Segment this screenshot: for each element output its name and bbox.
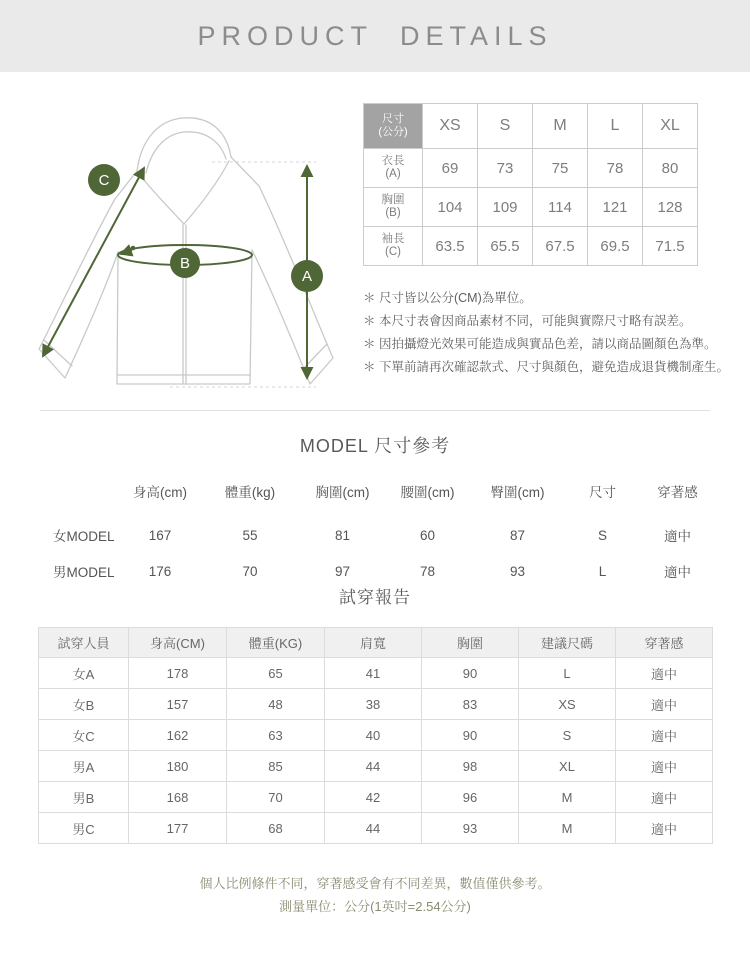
model-row-label: 女MODEL	[53, 529, 115, 544]
row-label-line2: (C)	[385, 246, 401, 258]
row-label-line2: (B)	[385, 207, 401, 219]
fitting-cell: 女C	[39, 720, 129, 751]
label-a: A	[301, 268, 313, 285]
fitting-cell: 適中	[616, 658, 713, 689]
size-cell: 75	[533, 149, 588, 188]
size-cell: 69	[423, 149, 478, 188]
fitting-row	[39, 782, 713, 813]
fitting-cell: 適中	[616, 813, 713, 844]
model-header-cell: 尺寸	[589, 485, 616, 500]
model-header-cell	[35, 481, 120, 501]
fitting-cell: 女B	[39, 689, 129, 720]
note-item: ＊ 尺寸皆以公分(CM)為單位。	[363, 291, 532, 305]
model-header-cell: 臀圍(cm)	[490, 485, 545, 500]
row-label-line1: 衣長	[381, 155, 405, 167]
fitting-cell: 180	[129, 751, 227, 782]
fitting-cell: 適中	[616, 782, 713, 813]
page-title: PRODUCT DETAILS	[197, 20, 553, 51]
fitting-cell: 適中	[616, 751, 713, 782]
size-cell: 121	[588, 188, 643, 227]
fitting-header-cell: 體重(KG)	[227, 628, 325, 658]
fitting-section-title: 試穿報告	[339, 588, 411, 607]
fitting-cell: XL	[519, 751, 616, 782]
size-cell: 114	[533, 188, 588, 227]
fitting-cell: 63	[227, 720, 325, 751]
size-cell: 73	[478, 149, 533, 188]
model-table	[35, 481, 715, 585]
model-header-row	[35, 481, 715, 501]
model-cell: 55	[242, 527, 258, 543]
model-cell: 78	[419, 563, 436, 579]
banner	[0, 0, 750, 72]
fitting-header-cell: 試穿人員	[39, 628, 129, 658]
row-label-line1: 袖長	[381, 233, 405, 245]
corner-line2: (公分)	[378, 126, 408, 138]
model-cell: S	[597, 527, 607, 543]
footnotes	[0, 872, 750, 918]
size-cell: 65.5	[478, 227, 533, 266]
size-row	[364, 227, 698, 266]
fitting-cell: 男A	[39, 751, 129, 782]
model-header-cell: 體重(kg)	[224, 485, 276, 500]
size-cell: 104	[423, 188, 478, 227]
size-cell: 109	[478, 188, 533, 227]
model-cell: 87	[509, 527, 526, 543]
fitting-cell: 48	[227, 689, 325, 720]
model-header-cell: 腰圍(cm)	[400, 485, 455, 500]
size-cell: 67.5	[533, 227, 588, 266]
size-col-header: L	[588, 104, 643, 149]
fitting-cell: M	[519, 782, 616, 813]
model-cell: 適中	[664, 565, 691, 580]
size-cell: 63.5	[423, 227, 478, 266]
model-section-title: MODEL 尺寸參考	[299, 436, 451, 456]
fitting-cell: 68	[227, 813, 325, 844]
model-header-cell: 身高(cm)	[133, 485, 187, 500]
fitting-table	[38, 627, 713, 844]
fitting-row	[39, 751, 713, 782]
size-cell: 128	[643, 188, 698, 227]
size-notes	[363, 287, 733, 379]
model-row	[35, 521, 715, 549]
model-cell: 97	[334, 563, 351, 579]
fitting-cell: 適中	[616, 689, 713, 720]
size-table	[363, 103, 698, 266]
label-c: C	[98, 172, 110, 189]
fitting-cell: 70	[227, 782, 325, 813]
model-cell: 167	[148, 527, 172, 543]
fitting-header-cell: 建議尺碼	[519, 628, 616, 658]
model-cell: 93	[509, 563, 526, 579]
fitting-row	[39, 720, 713, 751]
fitting-cell: 90	[422, 658, 519, 689]
fitting-cell: 162	[129, 720, 227, 751]
fitting-header-cell: 身高(CM)	[129, 628, 227, 658]
size-row-label	[364, 188, 423, 227]
model-cell: 60	[419, 527, 436, 543]
fitting-cell: 40	[325, 720, 422, 751]
section-divider	[40, 410, 710, 411]
fitting-header-cell: 胸圍	[422, 628, 519, 658]
size-row-label	[364, 227, 423, 266]
fitting-cell: L	[519, 658, 616, 689]
model-row-label: 男MODEL	[53, 565, 115, 580]
size-row-label	[364, 149, 423, 188]
fitting-cell: 女A	[39, 658, 129, 689]
fitting-cell: 38	[325, 689, 422, 720]
fitting-row	[39, 658, 713, 689]
fitting-cell: 96	[422, 782, 519, 813]
fitting-cell: 男B	[39, 782, 129, 813]
size-cell: 80	[643, 149, 698, 188]
fitting-header-cell: 穿著感	[616, 628, 713, 658]
size-cell: 71.5	[643, 227, 698, 266]
fitting-cell: 157	[129, 689, 227, 720]
fitting-cell: 85	[227, 751, 325, 782]
fitting-cell: 98	[422, 751, 519, 782]
fitting-cell: 90	[422, 720, 519, 751]
size-col-header: XS	[423, 104, 478, 149]
fitting-cell: 178	[129, 658, 227, 689]
fitting-cell: 168	[129, 782, 227, 813]
fitting-cell: 44	[325, 813, 422, 844]
fitting-cell: 83	[422, 689, 519, 720]
model-row	[35, 557, 715, 585]
fitting-cell: 93	[422, 813, 519, 844]
corner-line1: 尺寸	[382, 113, 404, 125]
size-cell: 78	[588, 149, 643, 188]
note-item: ＊ 下單前請再次確認款式、尺寸與顏色，避免造成退貨機制產生。	[363, 360, 729, 374]
size-col-header: S	[478, 104, 533, 149]
model-cell: 81	[334, 527, 351, 543]
size-cell: 69.5	[588, 227, 643, 266]
fitting-cell: 177	[129, 813, 227, 844]
note-item: ＊ 本尺寸表會因商品素材不同，可能與實際尺寸略有誤差。	[363, 314, 692, 328]
model-cell: 70	[242, 563, 258, 579]
row-label-line2: (A)	[385, 168, 401, 180]
model-cell: 適中	[664, 529, 691, 544]
footnote-line: 測量單位：公分(1英吋=2.54公分)	[279, 899, 471, 914]
sleeve-arrow-c	[43, 168, 144, 356]
size-table-header-row	[364, 104, 698, 149]
fitting-header-row	[39, 628, 713, 658]
fitting-cell: M	[519, 813, 616, 844]
fitting-cell: XS	[519, 689, 616, 720]
fitting-cell: 44	[325, 751, 422, 782]
chest-dot	[131, 246, 136, 251]
fitting-cell: 男C	[39, 813, 129, 844]
model-cell: 176	[148, 563, 172, 579]
size-col-header: XL	[643, 104, 698, 149]
fitting-cell: 65	[227, 658, 325, 689]
fitting-cell: 適中	[616, 720, 713, 751]
fitting-row	[39, 689, 713, 720]
fitting-cell: S	[519, 720, 616, 751]
size-col-header: M	[533, 104, 588, 149]
size-row	[364, 149, 698, 188]
note-item: ＊ 因拍攝燈光效果可能造成與實品色差，請以商品圖顏色為準。	[363, 337, 717, 351]
footnote-line: 個人比例條件不同，穿著感受會有不同差異，數值僅供參考。	[199, 876, 551, 891]
model-cell: L	[598, 563, 607, 579]
model-header-cell: 胸圍(cm)	[315, 485, 370, 500]
fitting-cell: 41	[325, 658, 422, 689]
fitting-cell: 42	[325, 782, 422, 813]
size-table-corner	[364, 104, 423, 149]
fitting-row	[39, 813, 713, 844]
model-header-cell: 穿著感	[657, 485, 698, 500]
row-label-line1: 胸圍	[381, 194, 405, 206]
fitting-header-cell: 肩寬	[325, 628, 422, 658]
label-b: B	[179, 255, 191, 272]
size-row	[364, 188, 698, 227]
size-diagram	[20, 92, 350, 400]
